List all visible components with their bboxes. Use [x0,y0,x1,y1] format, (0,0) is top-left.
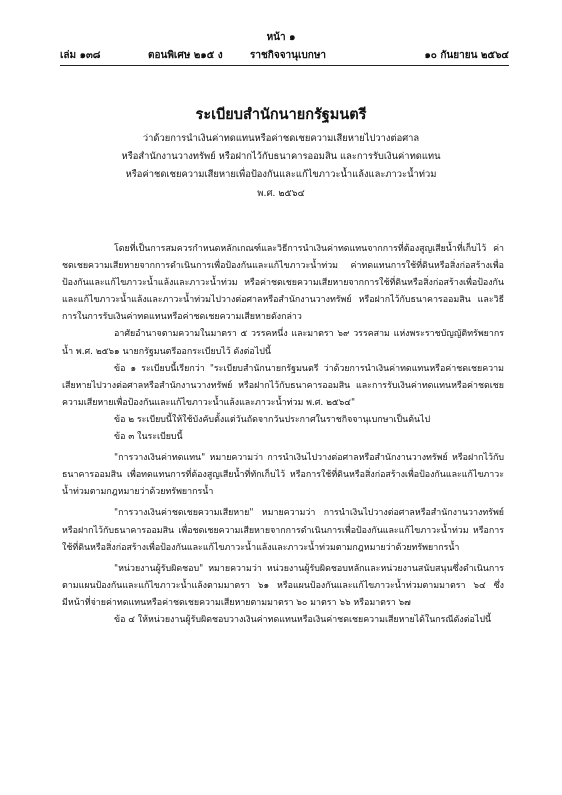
subtitle-line: ว่าด้วยการนำเงินค่าทดแทนหรือค่าชดเชยความเสียหายไปวางต่อศาล [142,133,420,144]
gazette-header [60,48,509,62]
volume-number: เล่ม ๑๓๘ [60,50,101,61]
subtitle-line: หรือสำนักงานวางทรัพย์ หรือฝากไว้กับธนาคารออมสิน และการรับเงินค่าทดแทน [121,151,441,162]
clause-1: ข้อ ๑ ระเบียบนี้เรียกว่า "ระเบียบสำนักนายกรัฐมนตรี ว่าด้วยการนำเงินค่าทดแทนหรือค่าชดเชยความเสียหายไปวางต่อศาลหรือสำนักงานวางทรัพย์ หรือฝากไว้กับธนาคารออมสิน และการรับเงินค่าทดแทนหรือค่าชดเชยความเสียหายเพื่อป้องกันและแก้ไขภาวะน้ำแล้งและภาวะน้ำท่วม พ.ศ. ๒๕๖๔" [62,363,504,408]
document-title: ระเบียบสำนักนายกรัฐมนตรี [195,106,367,123]
gazette-name: ราชกิจจานุเบกษา [250,50,327,61]
document-year: พ.ศ. ๒๕๖๔ [257,188,305,199]
clause-3: ข้อ ๓ ในระเบียบนี้ [114,432,183,443]
clause-2: ข้อ ๒ ระเบียบนี้ให้ใช้บังคับตั้งแต่วันถัดจากวันประกาศในราชกิจจานุเบกษาเป็นต้นไป [114,414,431,425]
header-divider [60,65,509,66]
publication-date: ๑๐ กันยายน ๒๕๖๔ [424,50,509,61]
document-body [62,241,504,629]
preamble-paragraph: โดยที่เป็นการสมควรกำหนดหลักเกณฑ์และวิธีการนำเงินค่าทดแทนจากการที่ต้องสูญเสียน้ำที่เก็บไว้ ค่าชดเชยความเสียหายจากการดำเนินการเพื่อป้องกันและแก้ไขภาวะน้ำท่วม ค่าทดแทนการใช้ที่ดินหรือสิ่งก่อสร้างเพื่อป้องกันและแก้ไขภาวะน้ำแล้งและภาวะน้ำท่วม หรือค่าชดเชยความเสียหายจากการใช้ที่ดินหรือสิ่งก่อสร้างเพื่อป้องกันและแก้ไขภาวะน้ำแล้งและภาวะน้ำท่วมไปวางต่อศาลหรือสำนักงานวางทรัพย์ หรือฝากไว้กับธนาคารออมสิน และวิธีการในการรับเงินค่าทดแทนหรือค่าชดเชยความเสียหายดังกล่าว [62,244,504,323]
definition-responsible-agency: "หน่วยงานผู้รับผิดชอบ" หมายความว่า หน่วยงานผู้รับผิดชอบหลักและหน่วยงานสนับสนุนซึ่งดำเนินการตามแผนป้องกันและแก้ไขภาวะน้ำแล้งตามมาตรา ๖๑ หรือแผนป้องกันและแก้ไขภาวะน้ำท่วมตามมาตรา ๖๔ ซึ่งมีหน้าที่จ่ายค่าทดแทนหรือค่าชดเชยความเสียหายตามมาตรา ๖๐ มาตรา ๖๖ หรือมาตรา ๖๗ [62,563,504,608]
subtitle-line: หรือค่าชดเชยความเสียหายเพื่อป้องกันและแก้ไขภาวะน้ำแล้งและภาวะน้ำท่วม [125,169,437,180]
page-number: หน้า ๑ [266,32,296,43]
issue-number: ตอนพิเศษ ๒๑๕ ง [148,50,223,61]
clause-4: ข้อ ๔ ให้หน่วยงานผู้รับผิดชอบวางเงินค่าทดแทนหรือเงินค่าชดเชยความเสียหายได้ในกรณีดังต่อไปนี้ [114,614,492,625]
definition-damage-deposit: "การวางเงินค่าชดเชยความเสียหาย" หมายความว่า การนำเงินไปวางต่อศาลหรือสำนักงานวางทรัพย์ หรือฝากไว้กับธนาคารออมสิน เพื่อชดเชยความเสียหายจากการดำเนินการเพื่อป้องกันและแก้ไขภาวะน้ำท่วม หรือการใช้ที่ดินหรือสิ่งก่อสร้างเพื่อป้องกันและแก้ไขภาวะน้ำแล้งและภาวะน้ำท่วมตามกฎหมายว่าด้วยทรัพยากรน้ำ [62,508,504,553]
definition-compensation-deposit: "การวางเงินค่าทดแทน" หมายความว่า การนำเงินไปวางต่อศาลหรือสำนักงานวางทรัพย์ หรือฝากไว้กับธนาคารออมสิน เพื่อทดแทนการที่ต้องสูญเสียน้ำที่ทักเก็บไว้ หรือการใช้ที่ดินหรือสิ่งก่อสร้างเพื่อป้องกันและแก้ไขภาวะน้ำท่วมตามกฎหมายว่าด้วยทรัพยากรน้ำ [62,453,504,498]
authority-paragraph: อาศัยอำนาจตามความในมาตรา ๕ วรรคหนึ่ง และมาตรา ๖๙ วรรคสาม แห่งพระราชบัญญัติทรัพยากรน้ำ พ.ศ. ๒๕๖๑ นายกรัฐมนตรีออกระเบียบไว้ ดังต่อไปนี้ [62,329,504,357]
